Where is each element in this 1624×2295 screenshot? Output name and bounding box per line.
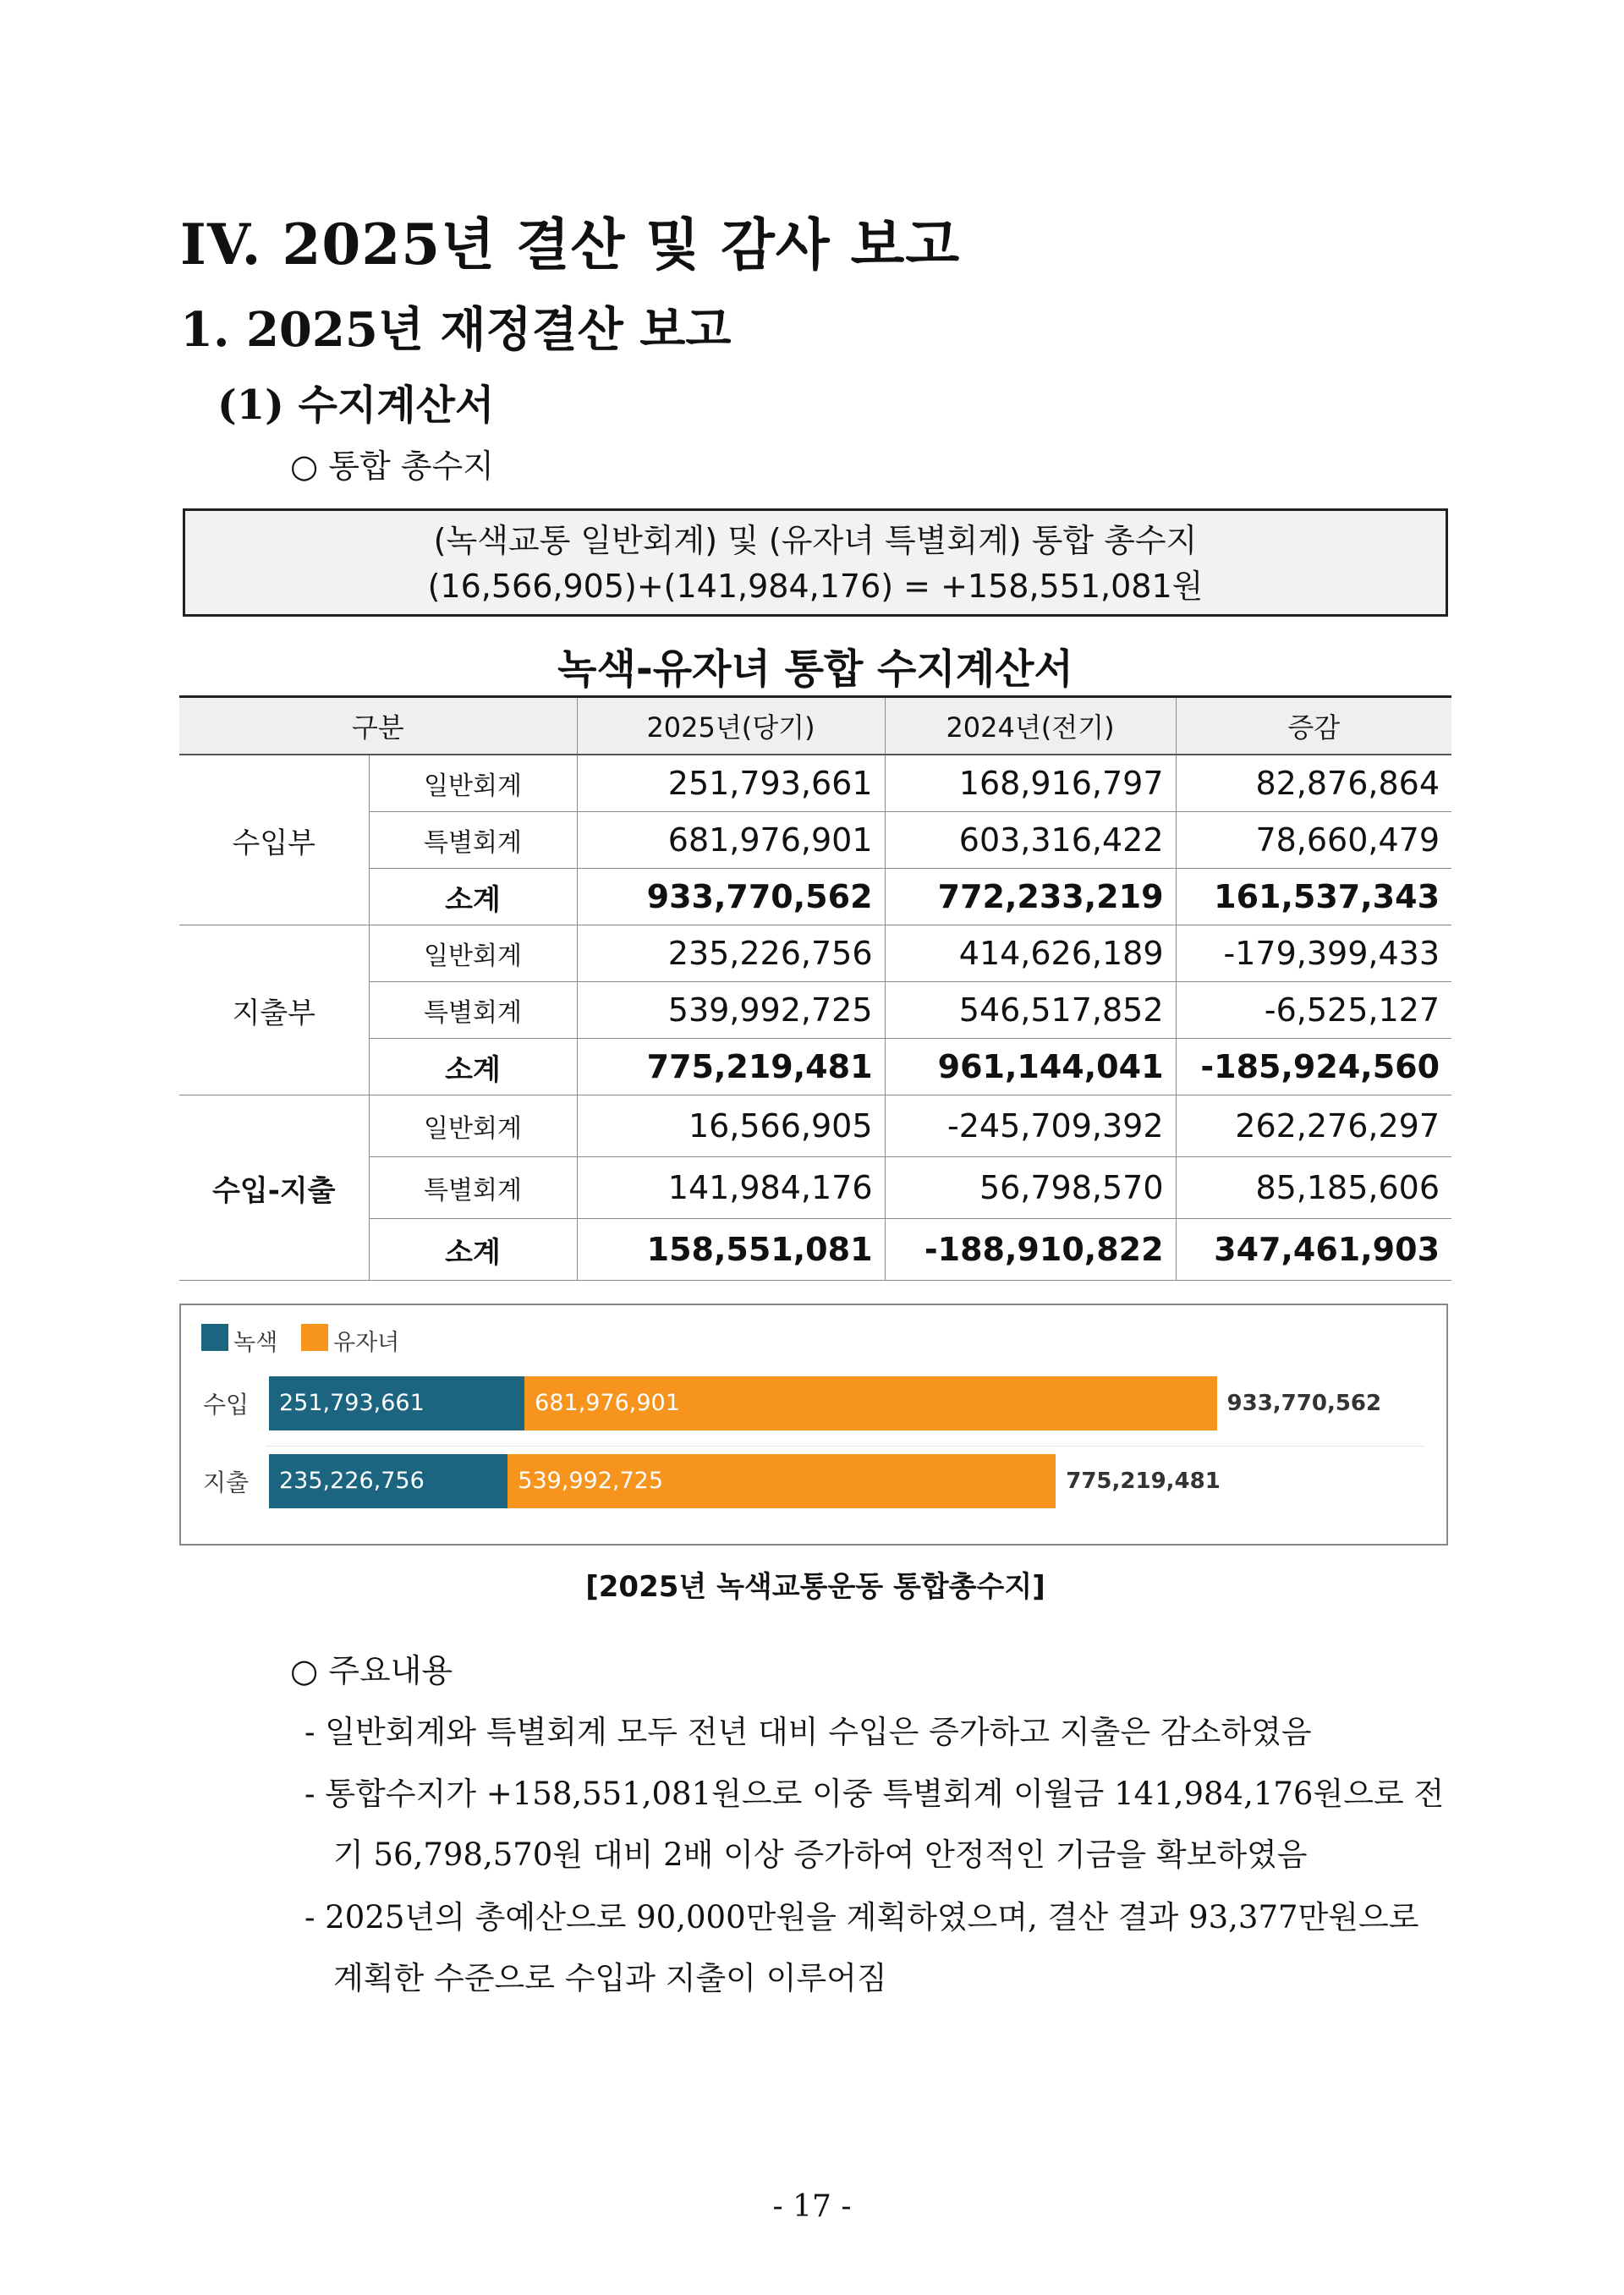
table-row [179, 755, 1451, 812]
current-value: 933,770,562 [577, 869, 885, 925]
account-label: 소계 [369, 1219, 577, 1281]
legend-swatch-green [201, 1324, 228, 1351]
current-value: 775,219,481 [577, 1039, 885, 1095]
group-label-balance: 수입-지출 [179, 1095, 369, 1281]
current-value: 141,984,176 [577, 1157, 885, 1219]
section-heading: 1. 2025년 재정결산 보고 [180, 302, 732, 358]
bar-total-income: 933,770,562 [1226, 1391, 1382, 1416]
header-current: 2025년(당기) [577, 697, 885, 755]
row-divider [266, 1446, 1424, 1447]
stacked-bar-chart [179, 1304, 1448, 1546]
table-row [179, 982, 1451, 1039]
header-change: 증감 [1176, 697, 1451, 755]
current-value: 16,566,905 [577, 1095, 885, 1157]
account-label: 일반회계 [369, 755, 577, 812]
page-number: - 17 - [772, 2189, 852, 2224]
previous-value: 414,626,189 [885, 925, 1176, 982]
current-value: 681,976,901 [577, 812, 885, 869]
bullet-1: - 일반회계와 특별회계 모두 전년 대비 수입은 증가하고 지출은 감소하였음 [304, 1714, 1312, 1750]
account-label: 특별회계 [369, 812, 577, 869]
current-value: 158,551,081 [577, 1219, 885, 1281]
account-label: 일반회계 [369, 1095, 577, 1157]
table-row-subtotal [179, 869, 1451, 925]
content-heading: ○ 주요내용 [290, 1652, 453, 1689]
previous-value: 603,316,422 [885, 812, 1176, 869]
bar-segment-income-green [269, 1376, 524, 1430]
summary-box [183, 508, 1448, 617]
legend-label-green: 녹색 [233, 1330, 278, 1356]
previous-value: 168,916,797 [885, 755, 1176, 812]
header-category: 구분 [179, 697, 577, 755]
account-label: 특별회계 [369, 1157, 577, 1219]
current-value: 235,226,756 [577, 925, 885, 982]
segment-value: 539,992,725 [518, 1468, 664, 1494]
bar-total-expense: 775,219,481 [1066, 1469, 1221, 1494]
subsection-heading: (1) 수지계산서 [217, 382, 495, 429]
chart-caption: [2025년 녹색교통운동 통합총수지] [585, 1570, 1045, 1604]
bullet-3-line-2: 계획한 수준으로 수입과 지출이 이루어짐 [333, 1960, 887, 1996]
bar-label-expense: 지출 [203, 1469, 250, 1496]
account-label: 소계 [369, 869, 577, 925]
table-row [179, 1157, 1451, 1219]
change-value: 347,461,903 [1176, 1219, 1451, 1281]
previous-value: -245,709,392 [885, 1095, 1176, 1157]
change-value: 85,185,606 [1176, 1157, 1451, 1219]
legend-swatch-orange [301, 1324, 328, 1351]
previous-value: 56,798,570 [885, 1157, 1176, 1219]
summary-line-1: (녹색교통 일반회계) 및 (유자녀 특별회계) 통합 총수지 [433, 522, 1198, 559]
group-label-income: 수입부 [179, 755, 369, 925]
change-value: 78,660,479 [1176, 812, 1451, 869]
account-label: 일반회계 [369, 925, 577, 982]
change-value: -6,525,127 [1176, 982, 1451, 1039]
previous-value: 546,517,852 [885, 982, 1176, 1039]
current-value: 539,992,725 [577, 982, 885, 1039]
group-label-expense: 지출부 [179, 925, 369, 1095]
change-value: 161,537,343 [1176, 869, 1451, 925]
segment-value: 251,793,661 [279, 1390, 425, 1416]
current-value: 251,793,661 [577, 755, 885, 812]
chapter-heading: IV. 2025년 결산 및 감사 보고 [180, 211, 961, 277]
segment-value: 235,226,756 [279, 1468, 425, 1494]
legend-label-orange: 유자녀 [333, 1330, 400, 1356]
header-previous: 2024년(전기) [885, 697, 1176, 755]
bullet-2-line-1: - 통합수지가 +158,551,081원으로 이중 특별회계 이월금 141,984,176원으로 전 [304, 1776, 1445, 1812]
account-label: 특별회계 [369, 982, 577, 1039]
bar-segment-income-orange [524, 1376, 1216, 1430]
previous-value: -188,910,822 [885, 1219, 1176, 1281]
change-value: 82,876,864 [1176, 755, 1451, 812]
bar-label-income: 수입 [203, 1391, 250, 1419]
bar-segment-expense-orange [508, 1454, 1056, 1508]
table-title: 녹색-유자녀 통합 수지계산서 [557, 645, 1073, 693]
bar-segment-expense-green [269, 1454, 508, 1508]
previous-value: 772,233,219 [885, 869, 1176, 925]
item-heading: ○ 통합 총수지 [290, 447, 494, 485]
bullet-2-line-2: 기 56,798,570원 대비 2배 이상 증가하여 안정적인 기금을 확보하였음 [333, 1837, 1308, 1873]
bullet-3-line-1: - 2025년의 총예산으로 90,000만원을 계획하였으며, 결산 결과 93,377만원으로 [304, 1899, 1419, 1935]
table-row-subtotal [179, 1039, 1451, 1095]
table-row [179, 925, 1451, 982]
income-expense-table [179, 695, 1451, 1281]
previous-value: 961,144,041 [885, 1039, 1176, 1095]
change-value: -179,399,433 [1176, 925, 1451, 982]
summary-line-2: (16,566,905)+(141,984,176) = +158,551,081원 [427, 568, 1204, 605]
table-row-subtotal [179, 1219, 1451, 1281]
table-row [179, 812, 1451, 869]
account-label: 소계 [369, 1039, 577, 1095]
table-row [179, 1095, 1451, 1157]
segment-value: 681,976,901 [535, 1390, 680, 1416]
change-value: 262,276,297 [1176, 1095, 1451, 1157]
change-value: -185,924,560 [1176, 1039, 1451, 1095]
